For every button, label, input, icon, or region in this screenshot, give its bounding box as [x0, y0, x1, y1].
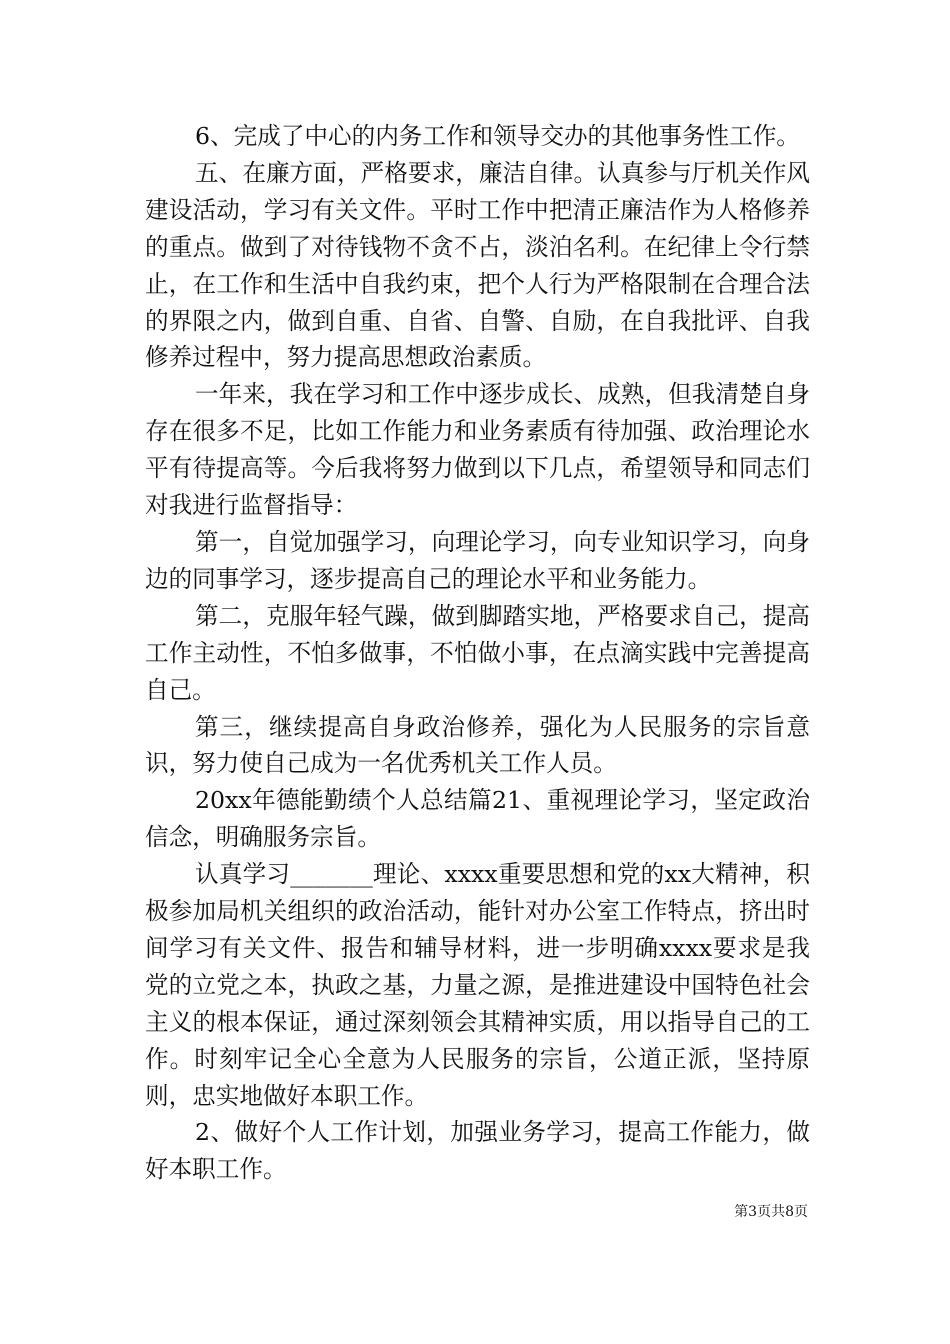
- paragraph-second-point: 第二，克服年轻气躁，做到脚踏实地，严格要求自己，提高工作主动性，不怕多做事，不怕做小事，在点滴实践中完善提高自己。: [145, 601, 810, 704]
- page-number-footer: 第3页共8页: [734, 1204, 808, 1220]
- paragraph-first-point: 第一，自觉加强学习，向理论学习，向专业知识学习，向身边的同事学习，逐步提高自己的理论水平和业务能力。: [145, 527, 810, 593]
- paragraph-third-point: 第三，继续提高自身政治修养，强化为人民服务的宗旨意识，努力使自己成为一名优秀机关工作人员。: [145, 712, 810, 778]
- paragraph-theory-study: 认真学习_______理论、xxxx重要思想和党的xx大精神，积极参加局机关组织的政治活动，能针对办公室工作特点，挤出时间学习有关文件、报告和辅导材料，进一步明确xxxx要求是我党的立党之本，执政之基，力量之源，是推进建设中国特色社会主义的根本保证，通过深刻领会其精神实质，用以指导自己的工作。时刻牢记全心全意为人民服务的宗旨，公道正派，坚持原则，忠实地做好本职工作。: [145, 860, 810, 1110]
- paragraph-year-summary: 一年来，我在学习和工作中逐步成长、成熟，但我清楚自身存在很多不足，比如工作能力和业务素质有待加强、政治理论水平有待提高等。今后我将努力做到以下几点，希望领导和同志们对我进行监督指导：: [145, 380, 810, 520]
- paragraph-work-plan: 2、做好个人工作计划，加强业务学习，提高工作能力，做好本职工作。: [145, 1118, 810, 1184]
- document-body: [145, 118, 810, 1188]
- paragraph-integrity: 五、在廉方面，严格要求，廉洁自律。认真参与厅机关作风建设活动，学习有关文件。平时工作中把清正廉洁作为人格修养的重点。做到了对待钱物不贪不占，淡泊名利。在纪律上令行禁止，在工作和生活中自我约束，把个人行为严格限制在合理合法的界限之内，做到自重、自省、自警、自励，在自我批评、自我修养过程中，努力提高思想政治素质。: [145, 158, 810, 372]
- paragraph-6-internal-affairs: 6、完成了中心的内务工作和领导交办的其他事务性工作。: [195, 122, 800, 150]
- paragraph-article-heading: 20xx年德能勤绩个人总结篇21、重视理论学习，坚定政治信念，明确服务宗旨。: [145, 786, 810, 852]
